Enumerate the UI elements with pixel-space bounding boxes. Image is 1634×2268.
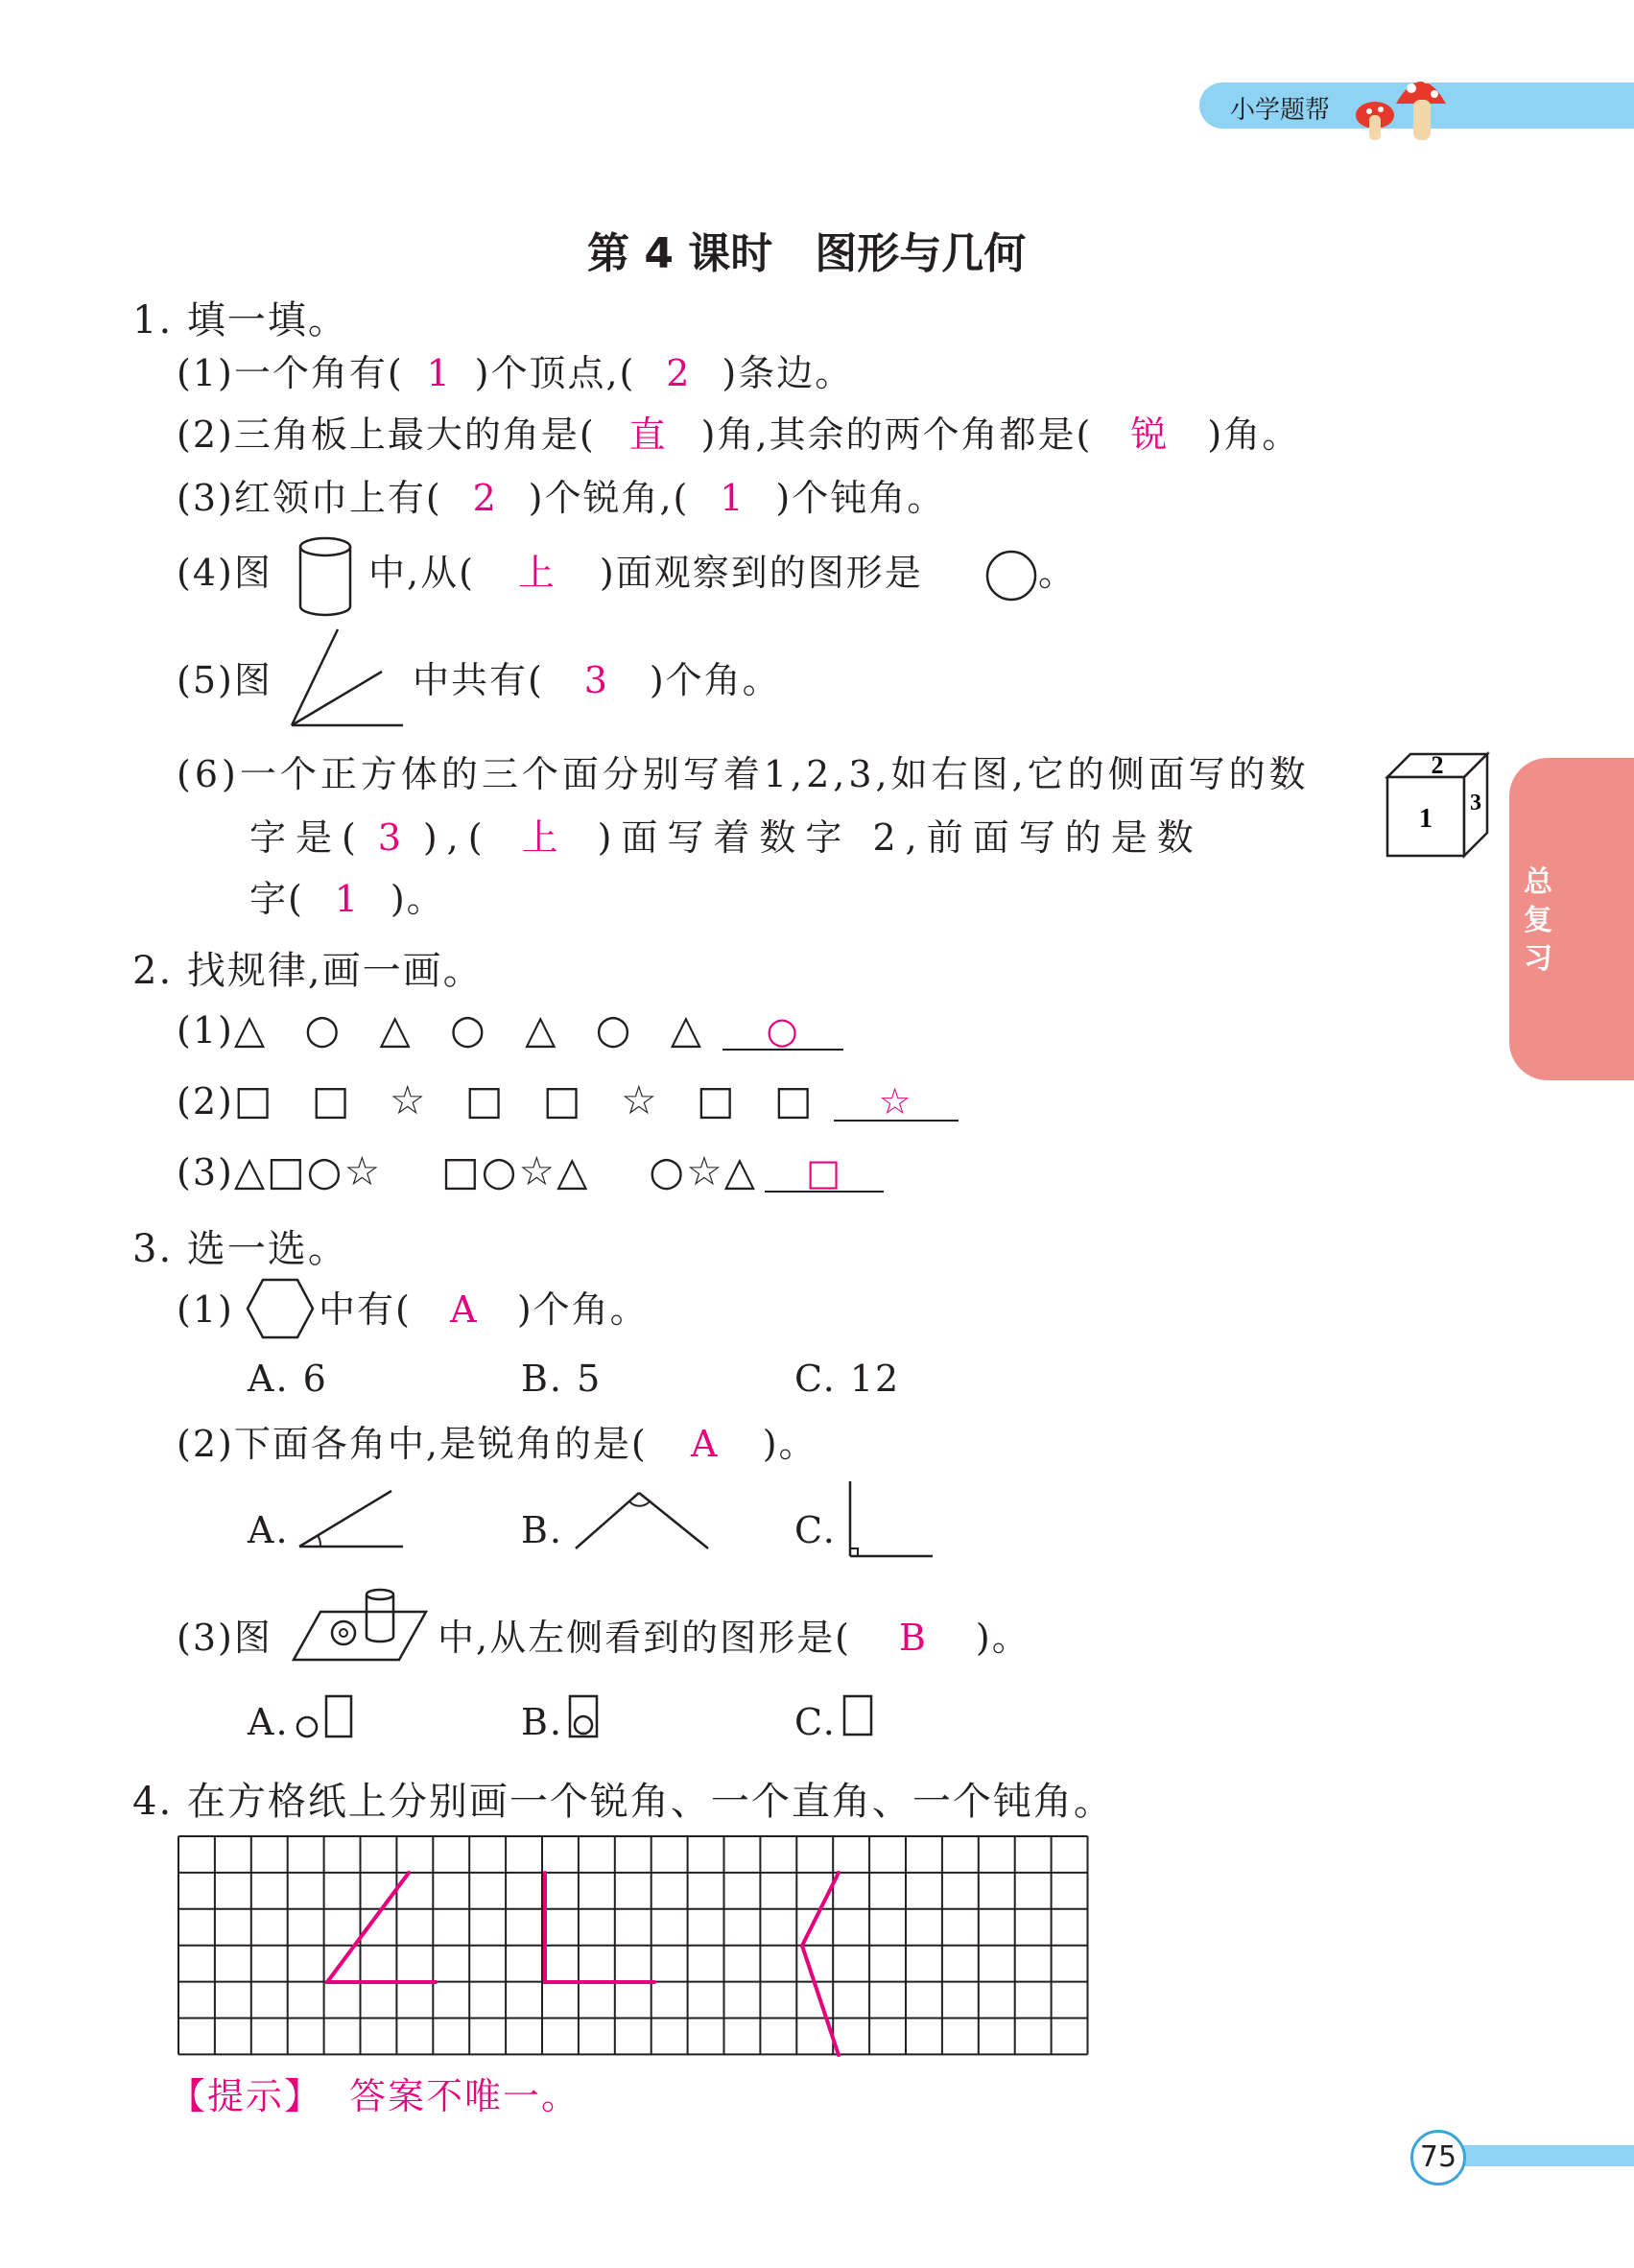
q1-p6-line3: 字( 1 )。 <box>249 878 445 920</box>
answer: 2 <box>472 477 498 519</box>
cylinder-board-figure <box>288 1583 432 1664</box>
page-number-bar <box>1439 2145 1634 2166</box>
answer: A <box>450 1288 479 1331</box>
angle-figure <box>286 624 411 731</box>
hint: 【提示】 答案不唯一。 <box>169 2075 580 2117</box>
q1-p3: (3)红领巾上有( 2 )个锐角,( 1 )个钝角。 <box>177 477 946 519</box>
cube-side-label: 3 <box>1470 791 1481 815</box>
q2-title: 2. 找规律,画一画。 <box>132 949 484 993</box>
side-view-option-b <box>566 1690 604 1740</box>
q3-p1-optC: C. 12 <box>794 1358 901 1400</box>
right-angle-option <box>844 1477 936 1562</box>
q4-title: 4. 在方格纸上分别画一个锐角、一个直角、一个钝角。 <box>132 1780 1114 1824</box>
answer: B <box>898 1617 928 1659</box>
acute-angle-option <box>294 1485 409 1552</box>
q1-p6-line2: 字是( 3 ),( 上 )面写着数字 2,前面写的是数 <box>249 816 1203 859</box>
obtuse-angle-option <box>570 1485 714 1554</box>
side-view-option-c <box>841 1690 879 1740</box>
q3-p2-optB: B. <box>521 1509 564 1551</box>
answer: 1 <box>720 477 746 519</box>
page-number: 75 <box>1410 2130 1466 2185</box>
drawn-acute-angle <box>327 1873 436 1982</box>
q3-p3-a: (3)图 <box>177 1617 272 1659</box>
header-badge: 小学题帮 <box>1230 96 1331 125</box>
answer: ☆ <box>878 1080 913 1122</box>
q2-r2: (2)□ □ ☆ □ □ ☆ □ □ ☆ <box>177 1080 959 1122</box>
q3-p1-optB: B. 5 <box>521 1358 603 1400</box>
answer: 1 <box>334 878 360 920</box>
cube-front-label: 1 <box>1419 804 1433 834</box>
q3-p3-b: 中,从左侧看到的图形是( B )。 <box>438 1617 1030 1659</box>
q1-p2: (2)三角板上最大的角是( 直 )角,其余的两个角都是( 锐 )角。 <box>177 413 1301 456</box>
q1-p1: (1)一个角有( 1 )个顶点,( 2 )条边。 <box>177 352 854 394</box>
cylinder-figure <box>296 533 355 620</box>
q2-r1: (1)△ ○ △ ○ △ ○ △ ○ <box>177 1009 843 1051</box>
answer: ○ <box>766 1009 800 1051</box>
answer: 上 <box>521 816 568 859</box>
q3-p3-optB: B. <box>521 1701 564 1743</box>
side-tab-label: 总复习 <box>1524 865 1552 976</box>
q3-p1-a: (1) <box>177 1288 234 1331</box>
q1-p4-end: 。 <box>1038 552 1077 594</box>
q1-p5-b: 中共有( 3 )个角。 <box>413 659 781 701</box>
cube-figure <box>1382 748 1495 862</box>
q3-p3-optC: C. <box>794 1701 837 1743</box>
grid-paper <box>177 1834 1098 2057</box>
q3-title: 3. 选一选。 <box>132 1227 348 1271</box>
q3-p1-b: 中有( A )个角。 <box>319 1288 649 1331</box>
q1-p4-a: (4)图 <box>177 552 272 594</box>
q3-p1-optA: A. 6 <box>248 1358 328 1400</box>
answer: A <box>691 1423 720 1465</box>
answer: 2 <box>666 352 692 394</box>
side-view-option-a <box>292 1690 359 1740</box>
page-title: 第 4 课时 图形与几何 <box>587 229 1027 278</box>
answer: 3 <box>583 659 609 701</box>
q1-p6-line1: (6)一个正方体的三个面分别写着1,2,3,如右图,它的侧面写的数 <box>177 753 1310 795</box>
q2-r3: (3)△□○☆ □○☆△ ○☆△ □ <box>177 1151 884 1193</box>
answer: 直 <box>628 413 668 456</box>
circle-figure <box>984 549 1038 602</box>
drawn-right-angle <box>545 1873 654 1982</box>
q1-title: 1. 填一填。 <box>132 298 348 343</box>
q3-p3-optA: A. <box>248 1701 290 1743</box>
q3-p2-optC: C. <box>794 1509 837 1551</box>
q1-p5-a: (5)图 <box>177 659 272 701</box>
hexagon-figure <box>244 1276 317 1341</box>
q3-p2: (2)下面各角中,是锐角的是( A )。 <box>177 1423 817 1465</box>
q3-p2-optA: A. <box>248 1509 290 1551</box>
cube-top-label: 2 <box>1431 751 1444 779</box>
mushroom-icon <box>1348 56 1473 148</box>
q1-p4-b: 中,从( 上 )面观察到的图形是 <box>368 552 923 594</box>
answer: 1 <box>426 352 452 394</box>
answer: 锐 <box>1130 413 1170 456</box>
answer: 上 <box>517 552 557 594</box>
answer: 3 <box>377 816 411 859</box>
answer: □ <box>806 1151 842 1193</box>
